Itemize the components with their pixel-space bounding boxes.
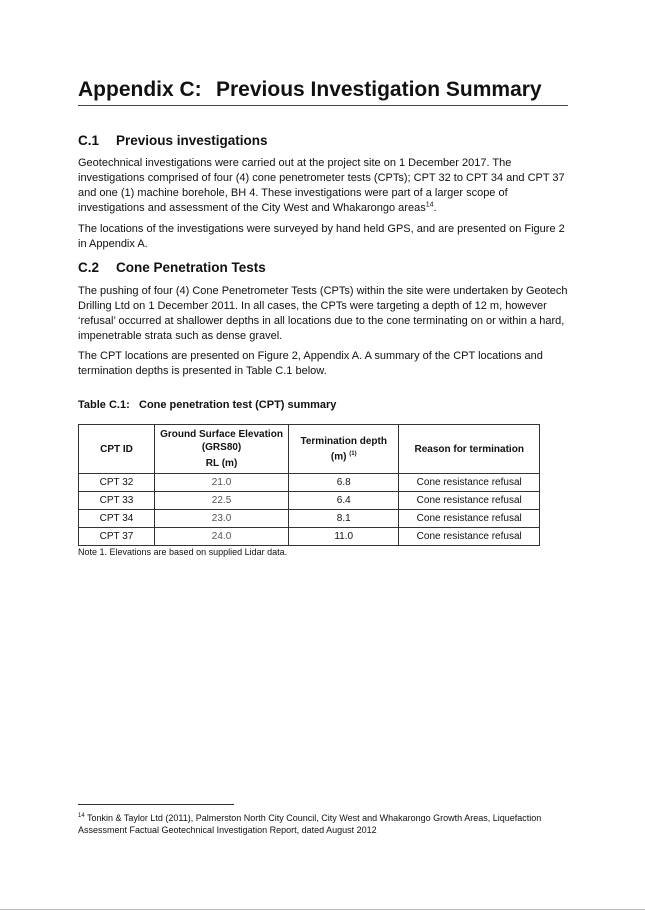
footnote [78, 810, 568, 836]
table-row [79, 474, 540, 492]
section-c1-paragraph-2: The locations of the investigations were surveyed by hand held GPS, and are presented on Figure 2 in Appendix A. [78, 223, 565, 250]
table-caption-title: Cone penetration test (CPT) summary [139, 399, 337, 411]
header-elevation: Ground Surface Elevation (GRS80) RL (m) [155, 425, 289, 474]
cell-cpt-id: CPT 33 [79, 492, 155, 510]
section-c2-title: Cone Penetration Tests [116, 260, 266, 275]
cell-reason: Cone resistance refusal [399, 528, 540, 546]
section-c1-number: C.1 [78, 133, 100, 148]
section-c2-paragraph-2: The CPT locations are presented on Figure 2, Appendix A. A summary of the CPT locations and termination depths is presented in Table C.1 below. [78, 350, 543, 377]
table-caption-number: Table C.1: [78, 399, 130, 411]
cell-elevation: 24.0 [155, 528, 289, 546]
header-reason: Reason for termination [399, 425, 540, 474]
table-caption [78, 399, 336, 411]
cpt-summary-table [78, 424, 540, 546]
page-bottom-edge [0, 909, 645, 910]
table-note: Note 1. Elevations are based on supplied Lidar data. [78, 547, 288, 557]
table-row [79, 528, 540, 546]
appendix-title-text: Previous Investigation Summary [216, 78, 542, 101]
section-c2-heading [78, 260, 266, 275]
cell-cpt-id: CPT 37 [79, 528, 155, 546]
appendix-title [78, 78, 568, 106]
cell-reason: Cone resistance refusal [399, 474, 540, 492]
header-note-marker: (1) [349, 450, 357, 457]
cell-elevation: 23.0 [155, 510, 289, 528]
footnote-separator [78, 804, 234, 805]
footnote-reference: 14 [425, 201, 434, 209]
cell-elevation: 21.0 [155, 474, 289, 492]
cell-cpt-id: CPT 32 [79, 474, 155, 492]
cell-cpt-id: CPT 34 [79, 510, 155, 528]
section-c1-heading [78, 133, 268, 148]
footnote-text: Tonkin & Taylor Ltd (2011), Palmerston North City Council, City West and Whakarongo Growth Areas, Liquefaction Assessment Factual Geotechnical Investigation Report, dated August 2012 [78, 813, 542, 835]
cell-depth: 6.8 [289, 474, 399, 492]
section-c2-paragraph-1: The pushing of four (4) Cone Penetrometer Tests (CPTs) within the site were undertaken by Geotech Drilling Ltd on 1 December 2011. In all cases, the CPTs were targeting a depth of 12 m, however ‘refusal’ occurred at shallower depths in all locations due to the cone terminating on or within a hard, impenetrable strata such as dense gravel. [78, 285, 568, 342]
cell-depth: 6.4 [289, 492, 399, 510]
footnote-number: 14 [78, 813, 85, 819]
table-row [79, 510, 540, 528]
cell-reason: Cone resistance refusal [399, 492, 540, 510]
table-row [79, 492, 540, 510]
header-termination-depth: Termination depth (m) $^{(1)}$ [289, 425, 399, 474]
cell-reason: Cone resistance refusal [399, 510, 540, 528]
cell-elevation: 22.5 [155, 492, 289, 510]
section-c1-title: Previous investigations [116, 133, 268, 148]
header-cpt-id: CPT ID [79, 425, 155, 474]
section-c2-number: C.2 [78, 260, 100, 275]
cell-depth: 11.0 [289, 528, 399, 546]
table-header-row [79, 425, 540, 474]
section-c1-paragraph-1: Geotechnical investigations were carried out at the project site on 1 December 2017. The investigations comprised of four (4) cone penetrometer tests (CPTs); CPT 32 to CPT 34 and CPT 37 and one (1) machine borehole, BH 4. These investigations were part of a larger scope of investigations and assessment of the City West and Whakarongo areas$^{14}$. [78, 157, 565, 214]
cell-depth: 8.1 [289, 510, 399, 528]
appendix-number: Appendix C: [78, 78, 202, 101]
